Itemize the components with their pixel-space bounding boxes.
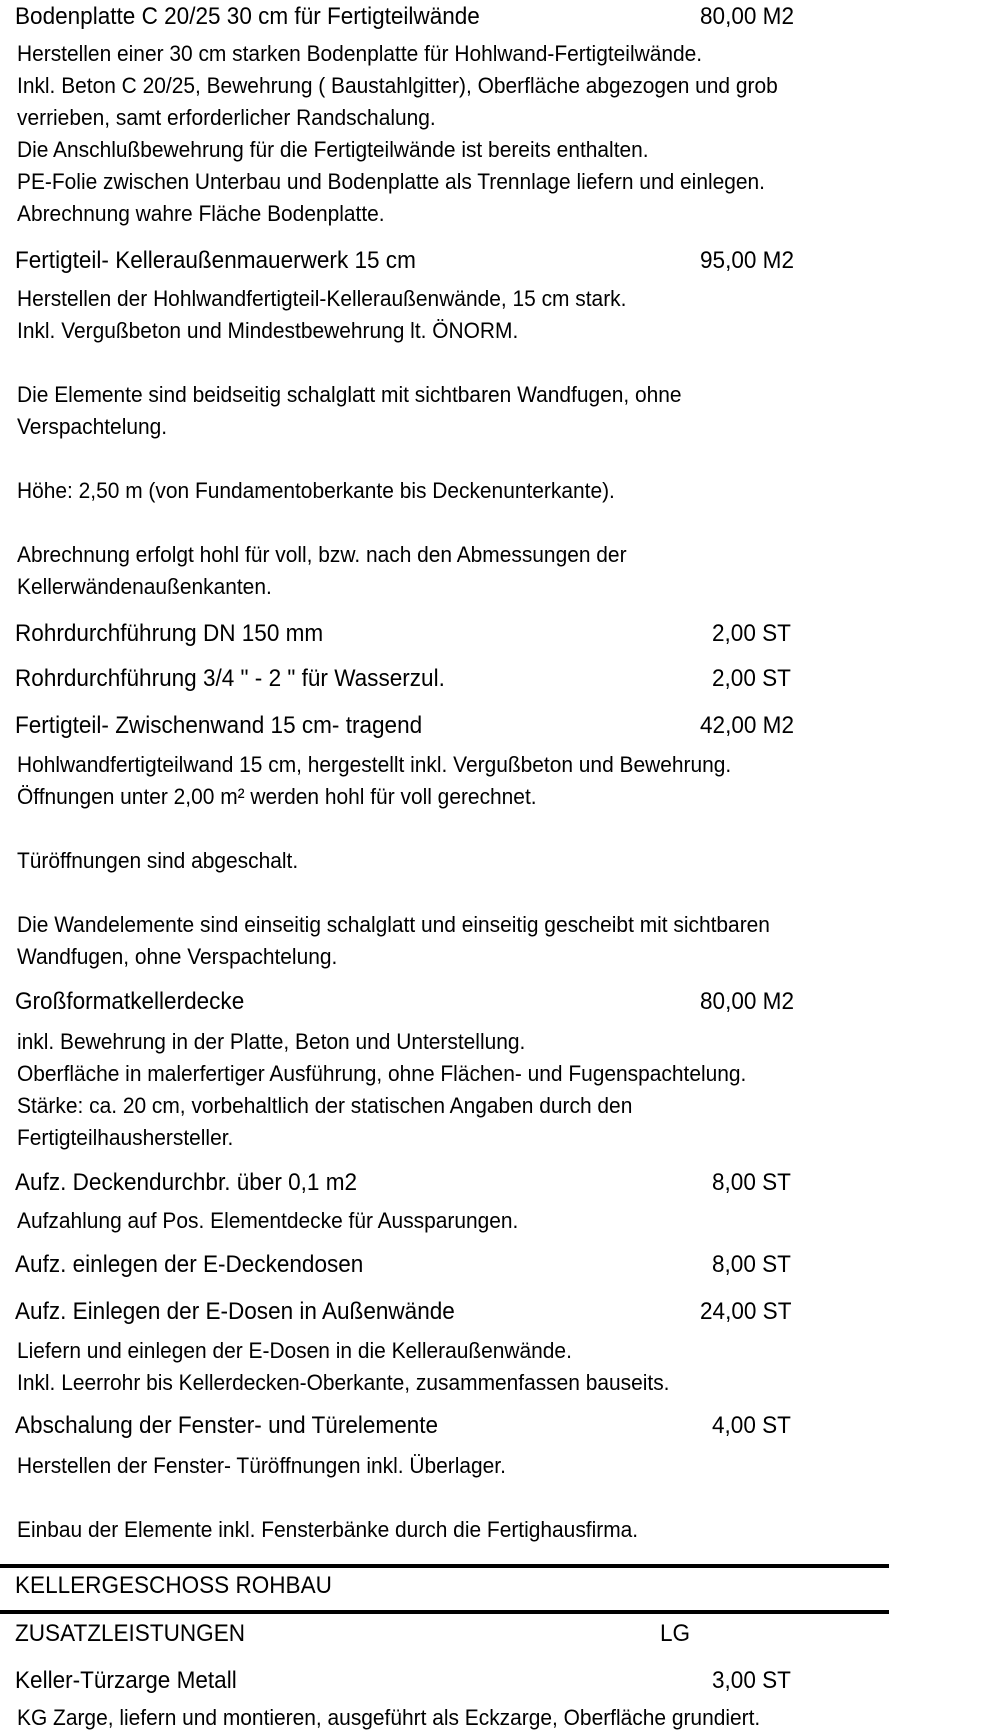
position-quantity: 4,00 ST xyxy=(712,1412,791,1439)
section-divider xyxy=(0,1610,889,1614)
position-title: Aufz. Einlegen der E-Dosen in Außenwände xyxy=(15,1298,455,1325)
description-line: Inkl. Leerrohr bis Kellerdecken-Oberkante, zusammenfassen bauseits. xyxy=(17,1370,670,1395)
position-title: Großformatkellerdecke xyxy=(15,988,245,1015)
description-line: Stärke: ca. 20 cm, vorbehaltlich der statischen Angaben durch den xyxy=(17,1093,633,1118)
description-line: KG Zarge, liefern und montieren, ausgeführt als Eckzarge, Oberfläche grundiert. xyxy=(17,1705,761,1730)
position-title: Aufz. Deckendurchbr. über 0,1 m2 xyxy=(15,1169,358,1196)
position-quantity: 80,00 M2 xyxy=(700,988,794,1015)
description-line: Die Wandelemente sind einseitig schalglatt und einseitig gescheibt mit sichtbaren xyxy=(17,912,770,937)
description-line: Liefern und einlegen der E-Dosen in die Kelleraußenwände. xyxy=(17,1338,572,1363)
description-line: PE-Folie zwischen Unterbau und Bodenplatte als Trennlage liefern und einlegen. xyxy=(17,169,765,194)
description-line: Hohlwandfertigteilwand 15 cm, hergestellt inkl. Vergußbeton und Bewehrung. xyxy=(17,752,732,777)
position-quantity: 80,00 M2 xyxy=(700,3,794,30)
position-title: Rohrdurchführung DN 150 mm xyxy=(15,620,324,647)
description-line: inkl. Bewehrung in der Platte, Beton und Unterstellung. xyxy=(17,1029,526,1054)
description-line: Die Elemente sind beidseitig schalglatt mit sichtbaren Wandfugen, ohne xyxy=(17,382,682,407)
position-quantity: 8,00 ST xyxy=(712,1251,791,1278)
section-divider xyxy=(0,1564,889,1568)
position-quantity: 24,00 ST xyxy=(700,1298,792,1325)
position-title: Aufz. einlegen der E-Deckendosen xyxy=(15,1251,364,1278)
position-title: Bodenplatte C 20/25 30 cm für Fertigteilwände xyxy=(15,3,480,30)
position-title: Keller-Türzarge Metall xyxy=(15,1667,237,1694)
section-heading-extras: ZUSATZLEISTUNGEN xyxy=(15,1620,246,1647)
description-line: Abrechnung wahre Fläche Bodenplatte. xyxy=(17,201,385,226)
section-heading-basement: KELLERGESCHOSS ROHBAU xyxy=(15,1572,332,1599)
description-line: Fertigteilhaushersteller. xyxy=(17,1125,234,1150)
description-line: Öffnungen unter 2,00 m² werden hohl für voll gerechnet. xyxy=(17,784,537,809)
description-line: Abrechnung erfolgt hohl für voll, bzw. nach den Abmessungen der xyxy=(17,542,627,567)
description-line: Inkl. Beton C 20/25, Bewehrung ( Baustahlgitter), Oberfläche abgezogen und grob xyxy=(17,73,778,98)
position-quantity: 42,00 M2 xyxy=(700,712,794,739)
description-line: verrieben, samt erforderlicher Randschalung. xyxy=(17,105,436,130)
position-title: Rohrdurchführung 3/4 " - 2 " für Wasserzul. xyxy=(15,665,445,692)
description-line: Aufzahlung auf Pos. Elementdecke für Aussparungen. xyxy=(17,1208,519,1233)
description-line: Herstellen einer 30 cm starken Bodenplatte für Hohlwand-Fertigteilwände. xyxy=(17,41,703,66)
description-line: Kellerwändenaußenkanten. xyxy=(17,574,272,599)
description-line: Die Anschlußbewehrung für die Fertigteilwände ist bereits enthalten. xyxy=(17,137,649,162)
description-line: Herstellen der Hohlwandfertigteil-Kelleraußenwände, 15 cm stark. xyxy=(17,286,627,311)
position-quantity: 2,00 ST xyxy=(712,665,791,692)
position-quantity: 8,00 ST xyxy=(712,1169,791,1196)
position-quantity: 95,00 M2 xyxy=(700,247,794,274)
description-line: Einbau der Elemente inkl. Fensterbänke durch die Fertighausfirma. xyxy=(17,1517,639,1542)
position-quantity: 3,00 ST xyxy=(712,1667,791,1694)
description-line: Inkl. Vergußbeton und Mindestbewehrung lt. ÖNORM. xyxy=(17,318,519,343)
description-line: Höhe: 2,50 m (von Fundamentoberkante bis Deckenunterkante). xyxy=(17,478,615,503)
description-line: Herstellen der Fenster- Türöffnungen inkl. Überlager. xyxy=(17,1453,506,1478)
position-title: Abschalung der Fenster- und Türelemente xyxy=(15,1412,439,1439)
position-title: Fertigteil- Kelleraußenmauerwerk 15 cm xyxy=(15,247,416,274)
position-title: Fertigteil- Zwischenwand 15 cm- tragend xyxy=(15,712,423,739)
description-line: Türöffnungen sind abgeschalt. xyxy=(17,848,299,873)
description-line: Verspachtelung. xyxy=(17,414,168,439)
position-quantity: 2,00 ST xyxy=(712,620,791,647)
description-line: Oberfläche in malerfertiger Ausführung, ohne Flächen- und Fugenspachtelung. xyxy=(17,1061,747,1086)
description-line: Wandfugen, ohne Verspachtelung. xyxy=(17,944,338,969)
section-code: LG xyxy=(660,1620,691,1647)
